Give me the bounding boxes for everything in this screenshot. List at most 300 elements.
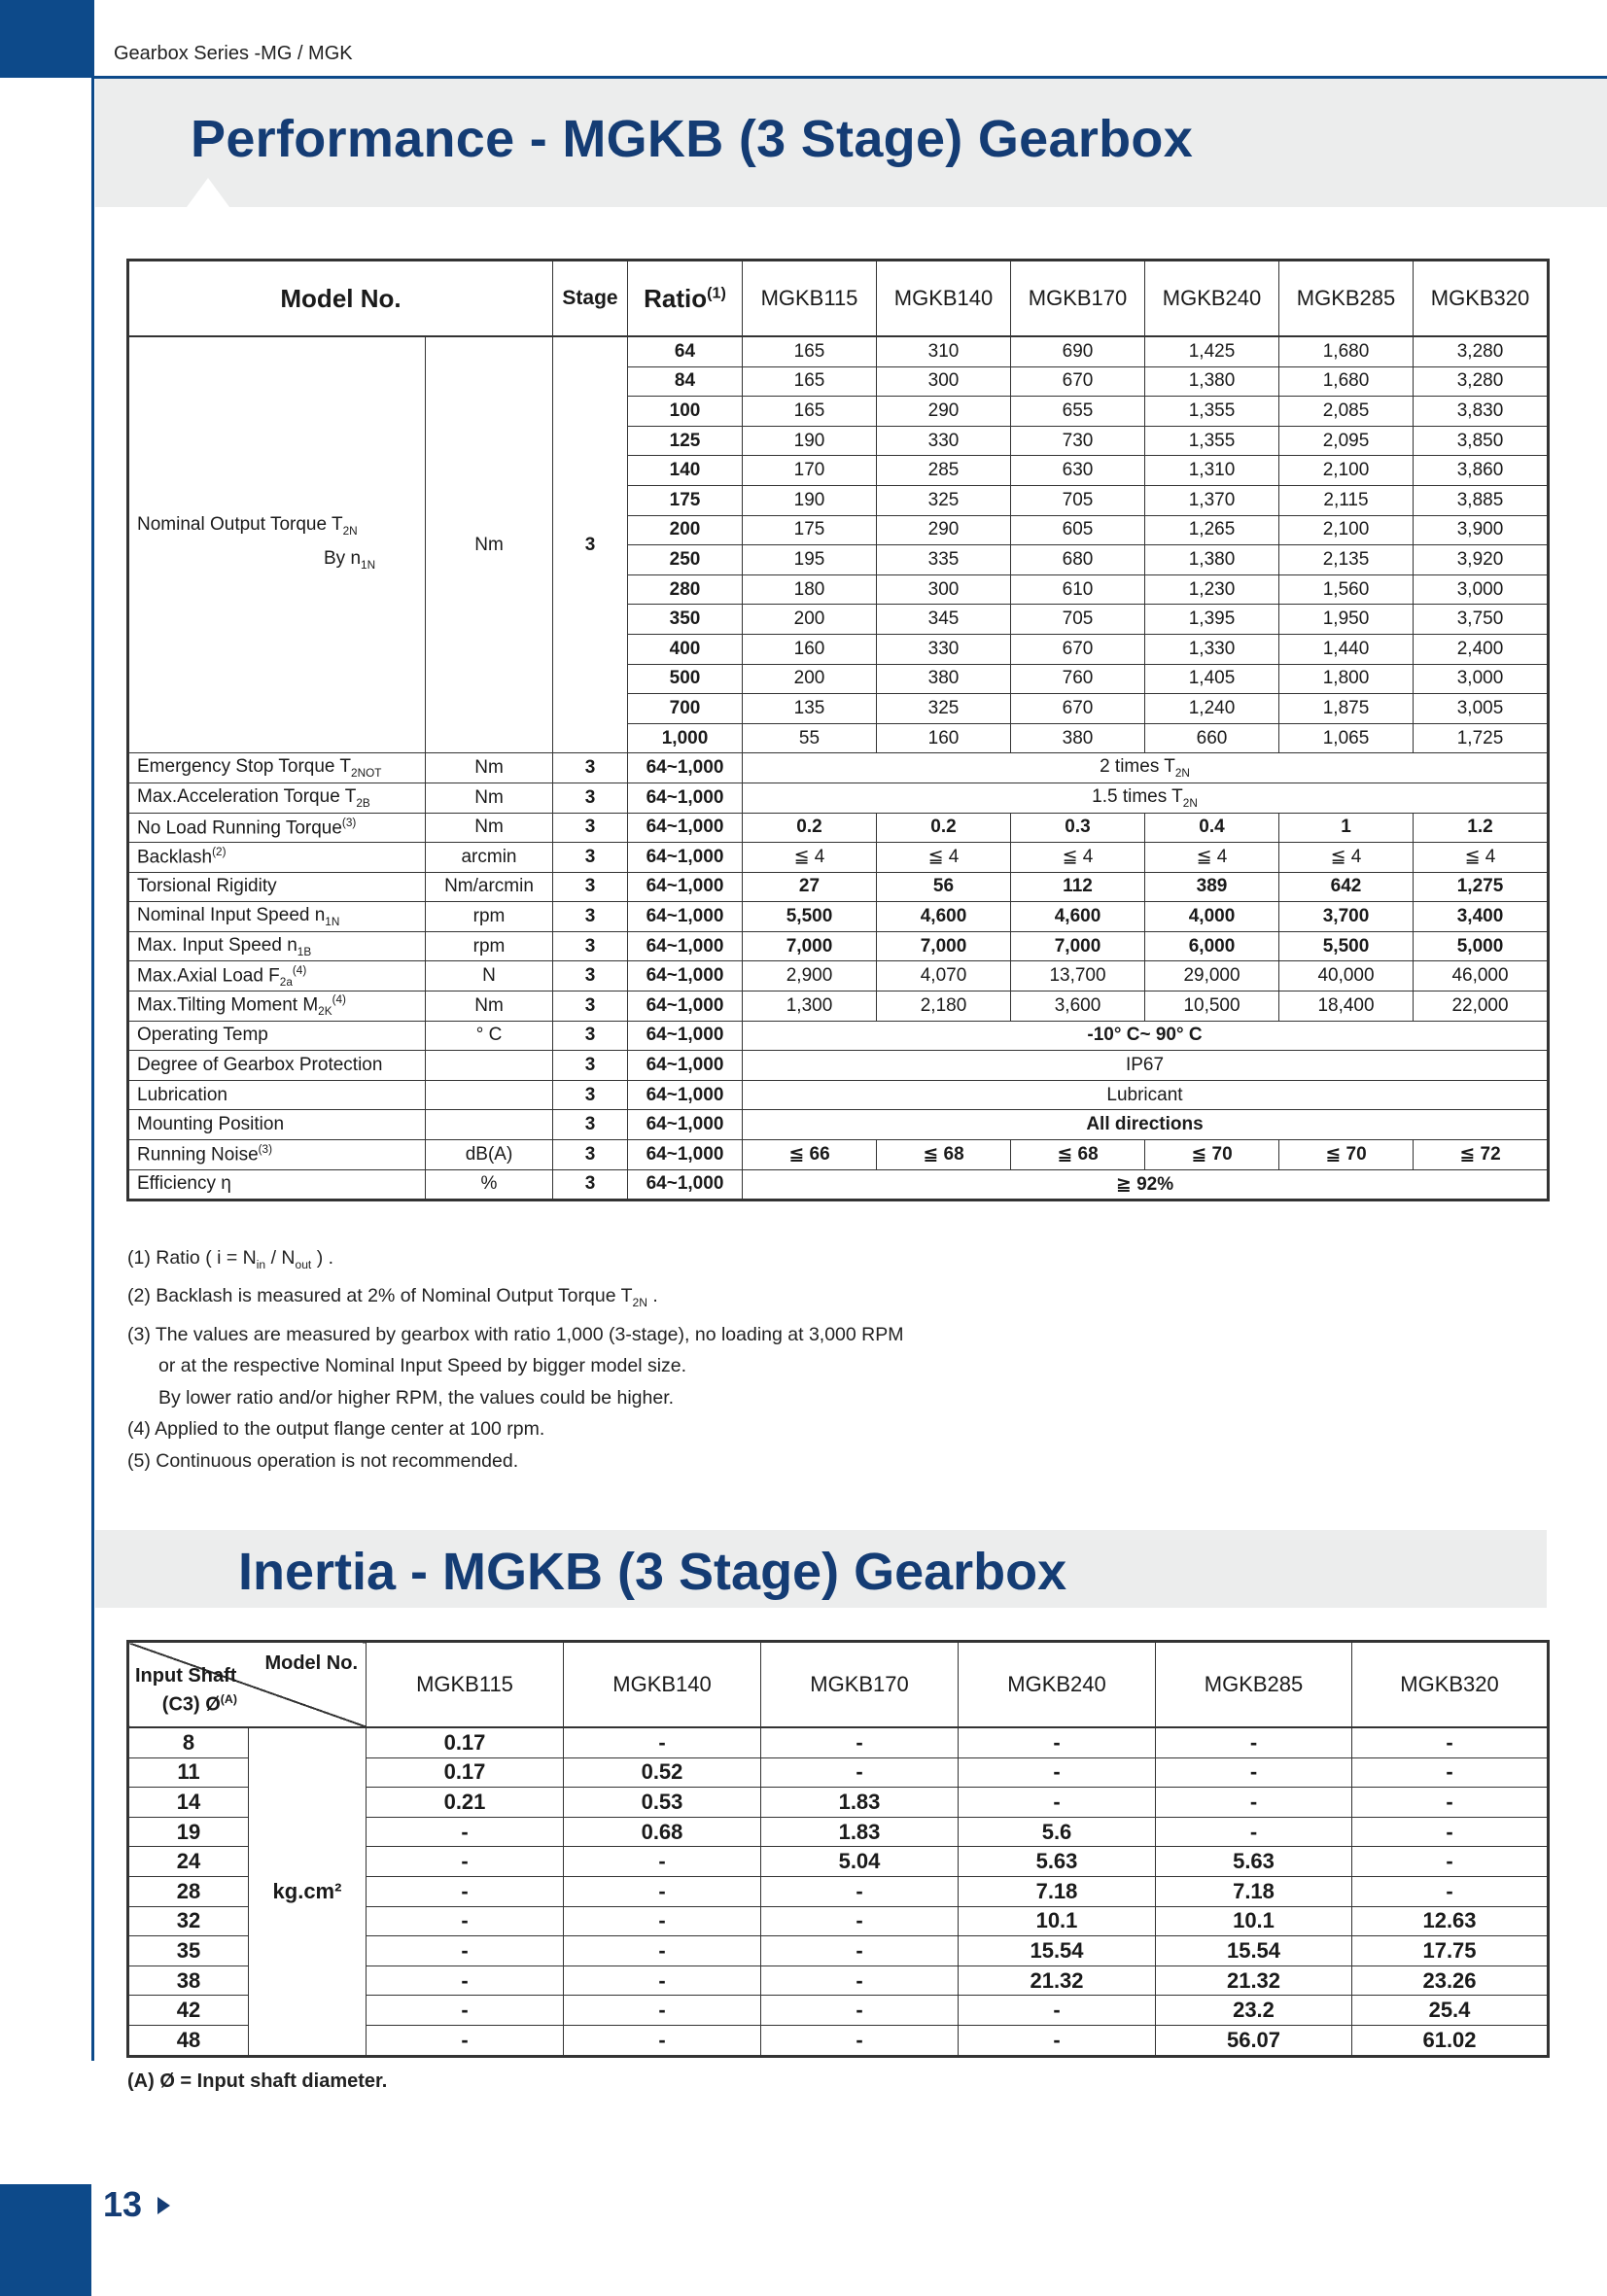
- torque-value: 670: [1011, 366, 1145, 397]
- torque-value: 380: [1011, 723, 1145, 753]
- inertia-value: -: [761, 1966, 959, 1996]
- performance-title: Performance - MGKB (3 Stage) Gearbox: [191, 110, 1194, 168]
- spec-unit: %: [426, 1169, 553, 1200]
- torque-value: 325: [877, 694, 1011, 724]
- inertia-value: -: [367, 1847, 564, 1877]
- col-model: Model No.: [128, 261, 553, 337]
- spec-ratio: 64~1,000: [628, 991, 743, 1022]
- torque-value: 300: [877, 574, 1011, 605]
- inertia-value: -: [1352, 1817, 1549, 1847]
- inertia-value: -: [367, 2025, 564, 2056]
- spec-row: [128, 753, 1549, 783]
- torque-value: 335: [877, 545, 1011, 575]
- shaft-diameter: 48: [128, 2025, 249, 2056]
- inertia-value: -: [367, 1966, 564, 1996]
- spec-label: Max.Axial Load $F_{2a}^{(4)}$: [128, 961, 426, 991]
- spec-value: 4,600: [1011, 902, 1145, 932]
- spec-row: [128, 1021, 1549, 1051]
- inertia-value: -: [761, 1757, 959, 1788]
- torque-value: 200: [743, 664, 877, 694]
- col-model-1: MGKB115: [743, 261, 877, 337]
- inertia-value: -: [959, 1996, 1156, 2026]
- torque-value: 1,440: [1279, 634, 1414, 664]
- inertia-table: [126, 1640, 1550, 2058]
- spec-stage: 3: [553, 753, 628, 783]
- spec-label: Max.Acceleration Torque $T_{2B}$: [128, 783, 426, 813]
- torque-value: 3,920: [1414, 545, 1549, 575]
- performance-header-row: [128, 261, 1549, 337]
- inertia-value: 23.26: [1352, 1966, 1549, 1996]
- spec-value: 642: [1279, 872, 1414, 902]
- inertia-value: 17.75: [1352, 1936, 1549, 1966]
- spec-row: [128, 902, 1549, 932]
- torque-value: 2,100: [1279, 515, 1414, 545]
- spec-value: 4,600: [877, 902, 1011, 932]
- spec-value: ≦ 4: [1145, 843, 1279, 873]
- shaft-diameter: 8: [128, 1727, 249, 1757]
- torque-value: 3,900: [1414, 515, 1549, 545]
- corner-model-label: Model No.: [264, 1652, 358, 1674]
- torque-value: 3,005: [1414, 694, 1549, 724]
- spec-label: Mounting Position: [128, 1110, 426, 1140]
- spec-row: [128, 843, 1549, 873]
- spec-value: 6,000: [1145, 931, 1279, 961]
- spec-label: No Load Running Torque$^{(3)}$: [128, 813, 426, 843]
- inertia-value: 0.17: [367, 1727, 564, 1757]
- header-corner-block: [0, 0, 91, 78]
- torque-value: 3,885: [1414, 485, 1549, 515]
- spec-value: 27: [743, 872, 877, 902]
- torque-value: 3,860: [1414, 456, 1549, 486]
- torque-value: 630: [1011, 456, 1145, 486]
- spec-stage: 3: [553, 872, 628, 902]
- spec-ratio: 64~1,000: [628, 931, 743, 961]
- left-rule: [91, 0, 94, 2061]
- torque-value: 705: [1011, 485, 1145, 515]
- spec-value: 0.3: [1011, 813, 1145, 843]
- torque-value: 760: [1011, 664, 1145, 694]
- torque-label-text: Nominal Output Torque $T_{2N}$: [137, 513, 358, 538]
- ratio-cell: 500: [628, 664, 743, 694]
- col-stage: Stage: [553, 261, 628, 337]
- spec-value: 10,500: [1145, 991, 1279, 1022]
- spec-stage: 3: [553, 1110, 628, 1140]
- spec-value: 0.2: [877, 813, 1011, 843]
- torque-value: 1,240: [1145, 694, 1279, 724]
- spec-unit: Nm: [426, 991, 553, 1022]
- inertia-value: -: [959, 1757, 1156, 1788]
- inertia-value: -: [959, 2025, 1156, 2056]
- spec-label: Nominal Input Speed $n_{1N}$: [128, 902, 426, 932]
- torque-value: 655: [1011, 397, 1145, 427]
- torque-by-text: By $n_{1N}$: [324, 547, 376, 572]
- inertia-value: 25.4: [1352, 1996, 1549, 2026]
- ratio-cell: 700: [628, 694, 743, 724]
- spec-ratio: 64~1,000: [628, 1110, 743, 1140]
- spec-ratio: 64~1,000: [628, 961, 743, 991]
- shaft-diameter: 35: [128, 1936, 249, 1966]
- inertia-value: -: [564, 1906, 761, 1936]
- spec-ratio: 64~1,000: [628, 753, 743, 783]
- torque-value: 170: [743, 456, 877, 486]
- spec-value: ≦ 72: [1414, 1140, 1549, 1170]
- spec-value: 5,500: [743, 902, 877, 932]
- corner-shaft-label: Input Shaft (C3) $Ø^{(A)}$: [135, 1665, 237, 1716]
- spec-value: 56: [877, 872, 1011, 902]
- ratio-cell: 100: [628, 397, 743, 427]
- torque-value: 165: [743, 397, 877, 427]
- spec-unit: Nm: [426, 813, 553, 843]
- inertia-body: [128, 1727, 1549, 2056]
- spec-label: Backlash$^{(2)}$: [128, 843, 426, 873]
- spec-unit: dB(A): [426, 1140, 553, 1170]
- spec-row: [128, 813, 1549, 843]
- inertia-value: 5.6: [959, 1817, 1156, 1847]
- spec-value: 2,180: [877, 991, 1011, 1022]
- inertia-value: -: [367, 1876, 564, 1906]
- torque-value: 3,850: [1414, 426, 1549, 456]
- spec-unit: ° C: [426, 1021, 553, 1051]
- torque-value: 310: [877, 336, 1011, 366]
- spec-row: [128, 783, 1549, 813]
- spec-value: ≦ 4: [877, 843, 1011, 873]
- spec-label: Efficiency η: [128, 1169, 426, 1200]
- spec-value: 1,275: [1414, 872, 1549, 902]
- inertia-value: 0.17: [367, 1757, 564, 1788]
- torque-value: 2,100: [1279, 456, 1414, 486]
- col-model-6: MGKB320: [1414, 261, 1549, 337]
- spec-value: ≦ 4: [1279, 843, 1414, 873]
- inertia-value: -: [564, 1847, 761, 1877]
- spec-value: 4,000: [1145, 902, 1279, 932]
- spec-stage: 3: [553, 931, 628, 961]
- page-arrow-icon: [157, 2197, 170, 2214]
- torque-value: 1,425: [1145, 336, 1279, 366]
- ratio-cell: 200: [628, 515, 743, 545]
- torque-value: 325: [877, 485, 1011, 515]
- col-ratio: Ratio$^{(1)}$: [628, 261, 743, 337]
- col-model-3: MGKB170: [1011, 261, 1145, 337]
- inertia-value: 10.1: [1156, 1906, 1352, 1936]
- ratio-cell: 280: [628, 574, 743, 605]
- torque-value: 1,395: [1145, 605, 1279, 635]
- spec-value: 112: [1011, 872, 1145, 902]
- inertia-value: -: [1352, 1788, 1549, 1818]
- ratio-cell: 64: [628, 336, 743, 366]
- torque-value: 1,355: [1145, 426, 1279, 456]
- torque-value: 2,400: [1414, 634, 1549, 664]
- spec-ratio: 64~1,000: [628, 1169, 743, 1200]
- note-3: (3) The values are measured by gearbox with ratio 1,000 (3-stage), no loading at 3,000 RPM: [127, 1323, 904, 1345]
- inertia-value: -: [564, 1936, 761, 1966]
- torque-value: 1,560: [1279, 574, 1414, 605]
- torque-value: 160: [743, 634, 877, 664]
- note-3-cont-2: By lower ratio and/or higher RPM, the values could be higher.: [158, 1386, 675, 1409]
- spec-value: ≦ 4: [1414, 843, 1549, 873]
- spec-value: 29,000: [1145, 961, 1279, 991]
- footer-corner-block: [0, 2184, 91, 2296]
- torque-value: 1,875: [1279, 694, 1414, 724]
- inertia-value: -: [564, 1727, 761, 1757]
- torque-value: 1,330: [1145, 634, 1279, 664]
- inertia-value: 21.32: [959, 1966, 1156, 1996]
- spec-ratio: 64~1,000: [628, 1080, 743, 1110]
- inertia-value: 10.1: [959, 1906, 1156, 1936]
- torque-value: 730: [1011, 426, 1145, 456]
- spec-value: 7,000: [743, 931, 877, 961]
- torque-value: 680: [1011, 545, 1145, 575]
- torque-value: 1,950: [1279, 605, 1414, 635]
- torque-value: 380: [877, 664, 1011, 694]
- torque-label: [128, 336, 426, 753]
- spec-span-value: Lubricant: [743, 1080, 1549, 1110]
- shaft-diameter: 38: [128, 1966, 249, 1996]
- col-model-4: MGKB240: [1145, 261, 1279, 337]
- inertia-value: -: [564, 2025, 761, 2056]
- spec-label: Operating Temp: [128, 1021, 426, 1051]
- torque-value: 165: [743, 366, 877, 397]
- spec-label: Running Noise$^{(3)}$: [128, 1140, 426, 1170]
- torque-value: 1,725: [1414, 723, 1549, 753]
- spec-label: Emergency Stop Torque $T_{2NOT}$: [128, 753, 426, 783]
- torque-value: 670: [1011, 634, 1145, 664]
- spec-ratio: 64~1,000: [628, 813, 743, 843]
- inertia-unit: kg.cm²: [249, 1727, 367, 2056]
- inertia-value: -: [367, 1906, 564, 1936]
- performance-body: [128, 336, 1549, 1200]
- inertia-header-row: [128, 1642, 1549, 1728]
- spec-value: ≦ 66: [743, 1140, 877, 1170]
- torque-value: 1,310: [1145, 456, 1279, 486]
- spec-value: ≦ 70: [1279, 1140, 1414, 1170]
- spec-unit: [426, 1080, 553, 1110]
- spec-value: 0.2: [743, 813, 877, 843]
- spec-unit: Nm: [426, 783, 553, 813]
- spec-unit: rpm: [426, 902, 553, 932]
- spec-value: 1,300: [743, 991, 877, 1022]
- spec-value: 2,900: [743, 961, 877, 991]
- spec-row: [128, 1110, 1549, 1140]
- spec-value: 7,000: [877, 931, 1011, 961]
- spec-row: [128, 931, 1549, 961]
- col-model-2: MGKB140: [877, 261, 1011, 337]
- torque-row: [128, 336, 1549, 366]
- spec-stage: 3: [553, 1021, 628, 1051]
- torque-value: 1,405: [1145, 664, 1279, 694]
- spec-stage: 3: [553, 783, 628, 813]
- spec-unit: [426, 1110, 553, 1140]
- inertia-value: -: [1352, 1847, 1549, 1877]
- torque-value: 1,265: [1145, 515, 1279, 545]
- ratio-cell: 1,000: [628, 723, 743, 753]
- performance-notes: [127, 1242, 904, 1477]
- spec-label: Max. Input Speed $n_{1B}$: [128, 931, 426, 961]
- inertia-value: 7.18: [959, 1876, 1156, 1906]
- torque-value: 135: [743, 694, 877, 724]
- spec-ratio: 64~1,000: [628, 872, 743, 902]
- torque-value: 660: [1145, 723, 1279, 753]
- torque-value: 330: [877, 426, 1011, 456]
- spec-stage: 3: [553, 1080, 628, 1110]
- torque-value: 1,680: [1279, 336, 1414, 366]
- ratio-cell: 350: [628, 605, 743, 635]
- spec-ratio: 64~1,000: [628, 1140, 743, 1170]
- inertia-value: 0.52: [564, 1757, 761, 1788]
- shaft-diameter: 32: [128, 1906, 249, 1936]
- note-5: (5) Continuous operation is not recommended.: [127, 1449, 519, 1472]
- spec-value: 0.4: [1145, 813, 1279, 843]
- spec-stage: 3: [553, 961, 628, 991]
- inertia-value: -: [1156, 1757, 1352, 1788]
- torque-value: 670: [1011, 694, 1145, 724]
- inertia-col-model-5: MGKB285: [1156, 1642, 1352, 1728]
- torque-value: 285: [877, 456, 1011, 486]
- col-model-5: MGKB285: [1279, 261, 1414, 337]
- spec-stage: 3: [553, 1140, 628, 1170]
- inertia-value: -: [761, 2025, 959, 2056]
- spec-value: ≦ 68: [877, 1140, 1011, 1170]
- spec-stage: 3: [553, 813, 628, 843]
- spec-ratio: 64~1,000: [628, 1051, 743, 1081]
- spec-value: 22,000: [1414, 991, 1549, 1022]
- spec-ratio: 64~1,000: [628, 783, 743, 813]
- spec-value: 13,700: [1011, 961, 1145, 991]
- torque-unit: Nm: [426, 336, 553, 753]
- spec-value: ≦ 68: [1011, 1140, 1145, 1170]
- torque-value: 2,115: [1279, 485, 1414, 515]
- inertia-value: 15.54: [959, 1936, 1156, 1966]
- torque-value: 1,680: [1279, 366, 1414, 397]
- inertia-value: 0.68: [564, 1817, 761, 1847]
- spec-stage: 3: [553, 843, 628, 873]
- torque-value: 330: [877, 634, 1011, 664]
- inertia-value: -: [761, 1996, 959, 2026]
- torque-value: 290: [877, 397, 1011, 427]
- torque-value: 160: [877, 723, 1011, 753]
- note-1: (1) Ratio ( $i = N_{in} / N_{out}$ ) .: [127, 1247, 334, 1271]
- torque-value: 1,355: [1145, 397, 1279, 427]
- spec-stage: 3: [553, 991, 628, 1022]
- inertia-col-model-1: MGKB115: [367, 1642, 564, 1728]
- inertia-value: -: [761, 1936, 959, 1966]
- inertia-value: -: [367, 1996, 564, 2026]
- spec-value: ≦ 4: [1011, 843, 1145, 873]
- ratio-cell: 250: [628, 545, 743, 575]
- inertia-value: -: [1156, 1817, 1352, 1847]
- inertia-col-model-4: MGKB240: [959, 1642, 1156, 1728]
- spec-unit: N: [426, 961, 553, 991]
- spec-unit: [426, 1051, 553, 1081]
- inertia-value: -: [1352, 1757, 1549, 1788]
- spec-ratio: 64~1,000: [628, 902, 743, 932]
- inertia-value: 61.02: [1352, 2025, 1549, 2056]
- spec-value: 1.2: [1414, 813, 1549, 843]
- torque-value: 1,370: [1145, 485, 1279, 515]
- page-number: 13: [103, 2184, 143, 2224]
- inertia-value: 5.63: [1156, 1847, 1352, 1877]
- inertia-value: -: [367, 1817, 564, 1847]
- torque-value: 190: [743, 485, 877, 515]
- performance-table: [126, 259, 1550, 1201]
- inertia-value: 7.18: [1156, 1876, 1352, 1906]
- torque-value: 195: [743, 545, 877, 575]
- shaft-diameter: 11: [128, 1757, 249, 1788]
- inertia-value: -: [564, 1966, 761, 1996]
- spec-row: [128, 872, 1549, 902]
- spec-span-value: 1.5 times $T_{2N}$: [743, 783, 1549, 813]
- spec-label: Max.Tilting Moment $M_{2K}^{(4)}$: [128, 991, 426, 1022]
- inertia-value: 0.53: [564, 1788, 761, 1818]
- torque-stage: 3: [553, 336, 628, 753]
- inertia-value: -: [1156, 1788, 1352, 1818]
- inertia-title: Inertia - MGKB (3 Stage) Gearbox: [238, 1543, 1067, 1601]
- spec-span-value: All directions: [743, 1110, 1549, 1140]
- torque-value: 200: [743, 605, 877, 635]
- spec-value: 46,000: [1414, 961, 1549, 991]
- spec-label: Torsional Rigidity: [128, 872, 426, 902]
- inertia-col-model-6: MGKB320: [1352, 1642, 1549, 1728]
- spec-row: [128, 961, 1549, 991]
- spec-label: Degree of Gearbox Protection: [128, 1051, 426, 1081]
- torque-value: 290: [877, 515, 1011, 545]
- spec-value: 5,000: [1414, 931, 1549, 961]
- spec-value: 18,400: [1279, 991, 1414, 1022]
- torque-value: 165: [743, 336, 877, 366]
- torque-value: 300: [877, 366, 1011, 397]
- spec-label: Lubrication: [128, 1080, 426, 1110]
- note-3-cont-1: or at the respective Nominal Input Speed by bigger model size.: [158, 1355, 687, 1377]
- inertia-value: -: [1352, 1727, 1549, 1757]
- spec-span-value: IP67: [743, 1051, 1549, 1081]
- spec-stage: 3: [553, 902, 628, 932]
- shaft-diameter: 42: [128, 1996, 249, 2026]
- torque-value: 1,230: [1145, 574, 1279, 605]
- spec-row: [128, 1169, 1549, 1200]
- inertia-value: 5.04: [761, 1847, 959, 1877]
- spec-unit: rpm: [426, 931, 553, 961]
- torque-value: 1,380: [1145, 545, 1279, 575]
- inertia-value: 56.07: [1156, 2025, 1352, 2056]
- inertia-value: -: [564, 1996, 761, 2026]
- ratio-cell: 140: [628, 456, 743, 486]
- shaft-diameter: 24: [128, 1847, 249, 1877]
- ratio-cell: 125: [628, 426, 743, 456]
- spec-row: [128, 1140, 1549, 1170]
- title-notch: [187, 178, 229, 207]
- inertia-value: 5.63: [959, 1847, 1156, 1877]
- spec-row: [128, 1051, 1549, 1081]
- torque-value: 1,065: [1279, 723, 1414, 753]
- series-label: Gearbox Series -MG / MGK: [114, 43, 353, 64]
- torque-value: 610: [1011, 574, 1145, 605]
- spec-ratio: 64~1,000: [628, 843, 743, 873]
- ratio-cell: 175: [628, 485, 743, 515]
- inertia-value: 1.83: [761, 1817, 959, 1847]
- torque-value: 2,085: [1279, 397, 1414, 427]
- spec-unit: Nm: [426, 753, 553, 783]
- spec-span-value: ≧ 92%: [743, 1169, 1549, 1200]
- inertia-value: 23.2: [1156, 1996, 1352, 2026]
- inertia-value: 1.83: [761, 1788, 959, 1818]
- torque-value: 175: [743, 515, 877, 545]
- inertia-row: [128, 1727, 1549, 1757]
- torque-value: 3,000: [1414, 574, 1549, 605]
- inertia-value: 0.21: [367, 1788, 564, 1818]
- torque-value: 690: [1011, 336, 1145, 366]
- spec-value: 5,500: [1279, 931, 1414, 961]
- spec-stage: 3: [553, 1169, 628, 1200]
- inertia-value: -: [761, 1876, 959, 1906]
